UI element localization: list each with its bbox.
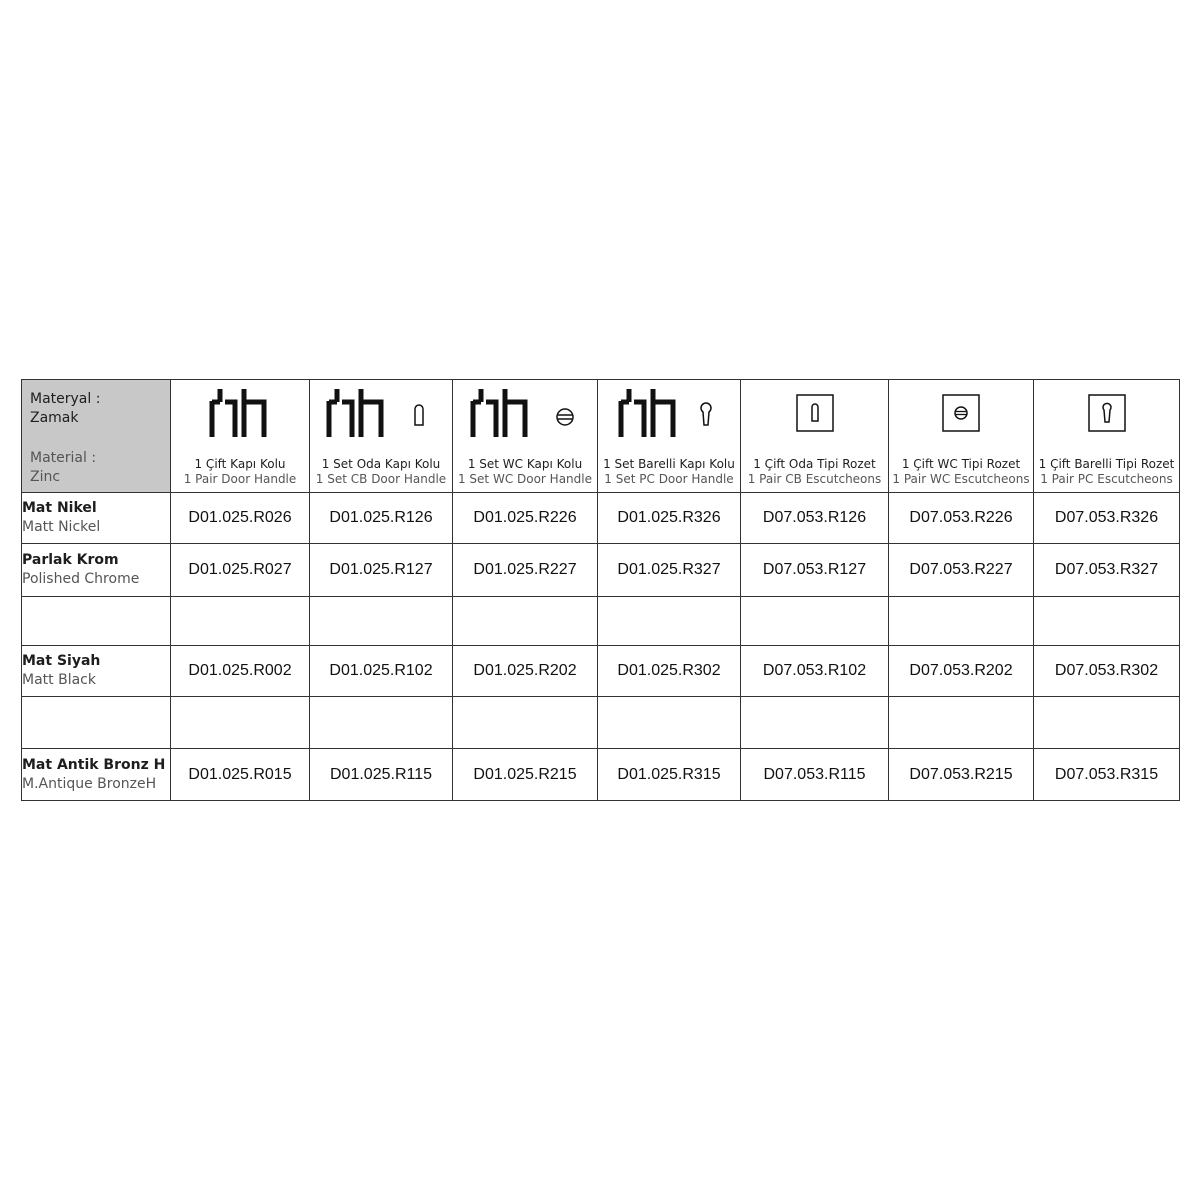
finish-name-en: M.Antique BronzeH xyxy=(22,775,157,792)
product-code: D01.025.R026 xyxy=(171,493,310,544)
header-row xyxy=(22,380,1180,493)
product-code: D07.053.R327 xyxy=(1034,544,1180,597)
product-code xyxy=(741,597,889,646)
product-code xyxy=(598,697,741,749)
finish-name-en: Matt Black xyxy=(22,672,96,688)
product-code: D07.053.R127 xyxy=(741,544,889,597)
product-code xyxy=(453,697,598,749)
material-cell xyxy=(22,380,171,493)
finish-cell xyxy=(22,544,171,597)
product-name-tr: 1 Çift Kapı Kolu xyxy=(194,457,286,471)
product-code: D01.025.R202 xyxy=(453,646,598,697)
product-code: D01.025.R302 xyxy=(598,646,741,697)
table-row xyxy=(22,646,1180,697)
material-label-tr: Materyal : xyxy=(30,391,101,407)
finish-name-tr: Parlak Krom xyxy=(22,552,119,568)
product-code: D01.025.R227 xyxy=(453,544,598,597)
product-code: D01.025.R126 xyxy=(310,493,453,544)
product-code xyxy=(598,597,741,646)
finish-name-tr: Mat Nikel xyxy=(22,500,97,516)
product-code xyxy=(889,697,1034,749)
product-code xyxy=(741,697,889,749)
finish-name-tr: Mat Antik Bronz H xyxy=(22,756,166,773)
table-row xyxy=(22,597,1180,646)
table-row xyxy=(22,749,1180,801)
product-code: D07.053.R202 xyxy=(889,646,1034,697)
product-code: D01.025.R002 xyxy=(171,646,310,697)
product-header-2 xyxy=(310,380,453,493)
product-code: D01.025.R015 xyxy=(171,749,310,801)
product-code: D01.025.R315 xyxy=(598,749,741,801)
door-handle-pc-icon xyxy=(617,387,721,439)
product-header-4 xyxy=(598,380,741,493)
product-code-table xyxy=(21,379,1179,800)
product-code: D07.053.R115 xyxy=(741,749,889,801)
product-header-3 xyxy=(453,380,598,493)
escutcheon-cb-icon xyxy=(795,393,835,433)
escutcheon-pc-icon xyxy=(1087,393,1127,433)
product-name-en: 1 Pair WC Escutcheons xyxy=(892,472,1030,486)
material-value-en: Zinc xyxy=(30,469,61,485)
product-name-en: 1 Pair Door Handle xyxy=(183,472,297,486)
product-code xyxy=(171,697,310,749)
finish-cell xyxy=(22,749,171,801)
product-code: D01.025.R327 xyxy=(598,544,741,597)
product-code: D07.053.R315 xyxy=(1034,749,1180,801)
table-row xyxy=(22,544,1180,597)
table-row xyxy=(22,697,1180,749)
product-code: D07.053.R302 xyxy=(1034,646,1180,697)
product-code: D01.025.R127 xyxy=(310,544,453,597)
product-name-tr: 1 Çift WC Tipi Rozet xyxy=(901,457,1021,471)
product-name-en: 1 Set CB Door Handle xyxy=(315,472,447,486)
product-header-7 xyxy=(1034,380,1180,493)
product-name-tr: 1 Çift Barelli Tipi Rozet xyxy=(1038,457,1175,471)
finish-matrix xyxy=(21,379,1180,801)
product-code xyxy=(1034,597,1180,646)
table-row xyxy=(22,493,1180,544)
product-code: D01.025.R215 xyxy=(453,749,598,801)
product-code: D01.025.R326 xyxy=(598,493,741,544)
finish-name-en: Matt Nickel xyxy=(22,519,101,535)
product-code: D01.025.R102 xyxy=(310,646,453,697)
product-name-en: 1 Set PC Door Handle xyxy=(604,472,734,486)
product-name-en: 1 Pair CB Escutcheons xyxy=(747,472,882,486)
product-code: D01.025.R027 xyxy=(171,544,310,597)
material-value-tr: Zamak xyxy=(30,410,79,426)
product-code xyxy=(1034,697,1180,749)
product-header-1 xyxy=(171,380,310,493)
door-handle-cb-icon xyxy=(325,387,437,439)
product-name-tr: 1 Set Barelli Kapı Kolu xyxy=(603,457,735,471)
product-header-5 xyxy=(741,380,889,493)
door-handle-icon xyxy=(208,387,272,439)
product-code xyxy=(453,597,598,646)
finish-cell xyxy=(22,646,171,697)
finish-cell xyxy=(22,697,171,749)
product-code xyxy=(310,597,453,646)
material-label-en: Material : xyxy=(30,450,97,466)
product-name-tr: 1 Set WC Kapı Kolu xyxy=(467,457,583,471)
finish-cell xyxy=(22,597,171,646)
product-code: D01.025.R115 xyxy=(310,749,453,801)
product-code: D07.053.R227 xyxy=(889,544,1034,597)
finish-name-tr: Mat Siyah xyxy=(22,653,101,669)
product-code xyxy=(889,597,1034,646)
finish-cell xyxy=(22,493,171,544)
product-name-tr: 1 Çift Oda Tipi Rozet xyxy=(753,457,876,471)
product-code: D07.053.R102 xyxy=(741,646,889,697)
product-code xyxy=(310,697,453,749)
escutcheon-wc-icon xyxy=(941,393,981,433)
product-code xyxy=(171,597,310,646)
product-header-6 xyxy=(889,380,1034,493)
product-code: D07.053.R326 xyxy=(1034,493,1180,544)
product-name-tr: 1 Set Oda Kapı Kolu xyxy=(321,457,441,471)
product-name-en: 1 Set WC Door Handle xyxy=(457,472,592,486)
finish-name-en: Polished Chrome xyxy=(22,571,140,587)
product-name-en: 1 Pair PC Escutcheons xyxy=(1040,472,1173,486)
product-code: D07.053.R226 xyxy=(889,493,1034,544)
product-code: D07.053.R126 xyxy=(741,493,889,544)
door-handle-wc-icon xyxy=(469,387,581,439)
product-code: D07.053.R215 xyxy=(889,749,1034,801)
product-code: D01.025.R226 xyxy=(453,493,598,544)
